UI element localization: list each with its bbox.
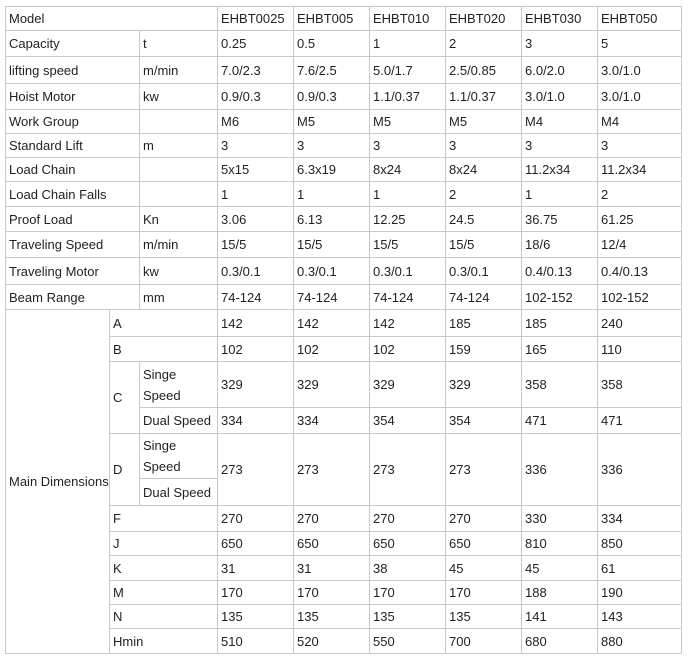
dimension-key: Hmin <box>110 629 218 654</box>
value-cell: 650 <box>294 532 370 556</box>
speed-type-label: Dual Speed <box>140 479 218 506</box>
row-unit: m/min <box>140 232 218 258</box>
value-cell: 110 <box>598 337 682 362</box>
value-cell: 36.75 <box>522 207 598 232</box>
speed-type-label: Singe Speed <box>140 362 218 408</box>
value-cell: 7.0/2.3 <box>218 57 294 84</box>
value-cell: 3 <box>370 134 446 158</box>
value-cell: M4 <box>522 110 598 134</box>
value-cell: 74-124 <box>294 285 370 310</box>
spec-row <box>6 258 682 285</box>
dimensions-label: Main Dimensions <box>6 310 110 654</box>
row-label: Work Group <box>6 110 140 134</box>
value-cell: 45 <box>446 556 522 581</box>
model-header: EHBT005 <box>294 7 370 31</box>
row-unit <box>140 182 218 207</box>
spec-table-body <box>6 7 682 654</box>
value-cell: 74-124 <box>218 285 294 310</box>
value-cell: 141 <box>522 605 598 629</box>
dimension-key: A <box>110 310 218 337</box>
value-cell: 329 <box>218 362 294 408</box>
value-cell: 18/6 <box>522 232 598 258</box>
speed-type-label: Singe Speed <box>140 434 218 479</box>
row-unit <box>140 158 218 182</box>
value-cell: 329 <box>370 362 446 408</box>
value-cell: 270 <box>446 506 522 532</box>
value-cell: M5 <box>446 110 522 134</box>
value-cell: 2 <box>598 182 682 207</box>
model-header: EHBT030 <box>522 7 598 31</box>
row-label: Load Chain <box>6 158 140 182</box>
value-cell: M5 <box>294 110 370 134</box>
value-cell: 329 <box>294 362 370 408</box>
row-label: Standard Lift <box>6 134 140 158</box>
value-cell: 354 <box>370 408 446 434</box>
spec-row <box>6 57 682 84</box>
value-cell: 270 <box>370 506 446 532</box>
value-cell: 15/5 <box>446 232 522 258</box>
value-cell: 0.4/0.13 <box>598 258 682 285</box>
value-cell: 270 <box>294 506 370 532</box>
value-cell: 0.9/0.3 <box>218 84 294 110</box>
value-cell: 0.3/0.1 <box>446 258 522 285</box>
value-cell: 11.2x34 <box>598 158 682 182</box>
value-cell: 38 <box>370 556 446 581</box>
value-cell: 700 <box>446 629 522 654</box>
value-cell: 6.0/2.0 <box>522 57 598 84</box>
value-cell: 2 <box>446 31 522 57</box>
value-cell: 159 <box>446 337 522 362</box>
row-unit: m/min <box>140 57 218 84</box>
value-cell: 850 <box>598 532 682 556</box>
dimension-key: C <box>110 362 140 434</box>
value-cell: 336 <box>598 434 682 506</box>
value-cell: 31 <box>218 556 294 581</box>
value-cell: 0.3/0.1 <box>370 258 446 285</box>
value-cell: 61 <box>598 556 682 581</box>
value-cell: 3 <box>446 134 522 158</box>
value-cell: 510 <box>218 629 294 654</box>
value-cell: 135 <box>370 605 446 629</box>
row-label: Hoist Motor <box>6 84 140 110</box>
spec-row <box>6 182 682 207</box>
row-label: Beam Range <box>6 285 140 310</box>
value-cell: 5 <box>598 31 682 57</box>
value-cell: 11.2x34 <box>522 158 598 182</box>
row-label: lifting speed <box>6 57 140 84</box>
value-cell: 334 <box>218 408 294 434</box>
value-cell: 74-124 <box>446 285 522 310</box>
row-label: Traveling Speed <box>6 232 140 258</box>
value-cell: 358 <box>522 362 598 408</box>
value-cell: M6 <box>218 110 294 134</box>
value-cell: 24.5 <box>446 207 522 232</box>
value-cell: 1 <box>370 31 446 57</box>
row-unit: Kn <box>140 207 218 232</box>
value-cell: 1.1/0.37 <box>446 84 522 110</box>
dimension-key: J <box>110 532 218 556</box>
value-cell: 471 <box>598 408 682 434</box>
value-cell: 102 <box>370 337 446 362</box>
value-cell: 0.3/0.1 <box>294 258 370 285</box>
row-label: Traveling Motor <box>6 258 140 285</box>
dimension-key: N <box>110 605 218 629</box>
row-unit <box>140 110 218 134</box>
value-cell: 135 <box>294 605 370 629</box>
value-cell: M5 <box>370 110 446 134</box>
value-cell: 1 <box>370 182 446 207</box>
row-unit: kw <box>140 84 218 110</box>
value-cell: 354 <box>446 408 522 434</box>
value-cell: 520 <box>294 629 370 654</box>
value-cell: 3 <box>598 134 682 158</box>
model-header: EHBT050 <box>598 7 682 31</box>
value-cell: 880 <box>598 629 682 654</box>
value-cell: 334 <box>598 506 682 532</box>
value-cell: 142 <box>294 310 370 337</box>
value-cell: 5x15 <box>218 158 294 182</box>
value-cell: 330 <box>522 506 598 532</box>
spec-row <box>6 84 682 110</box>
value-cell: 334 <box>294 408 370 434</box>
model-header: EHBT020 <box>446 7 522 31</box>
value-cell: 680 <box>522 629 598 654</box>
value-cell: 3.0/1.0 <box>598 57 682 84</box>
value-cell: 0.3/0.1 <box>218 258 294 285</box>
value-cell: 240 <box>598 310 682 337</box>
spec-row <box>6 158 682 182</box>
value-cell: 12/4 <box>598 232 682 258</box>
value-cell: 61.25 <box>598 207 682 232</box>
header-label: Model <box>6 7 218 31</box>
value-cell: 102 <box>218 337 294 362</box>
value-cell: 2 <box>446 182 522 207</box>
value-cell: 0.5 <box>294 31 370 57</box>
value-cell: 142 <box>218 310 294 337</box>
value-cell: 650 <box>218 532 294 556</box>
spec-row <box>6 285 682 310</box>
value-cell: 5.0/1.7 <box>370 57 446 84</box>
row-label: Load Chain Falls <box>6 182 140 207</box>
value-cell: 15/5 <box>218 232 294 258</box>
value-cell: 185 <box>522 310 598 337</box>
value-cell: 170 <box>446 581 522 605</box>
value-cell: 1 <box>218 182 294 207</box>
dimension-key: K <box>110 556 218 581</box>
value-cell: 170 <box>370 581 446 605</box>
value-cell: 6.3x19 <box>294 158 370 182</box>
spec-row <box>6 110 682 134</box>
row-unit: kw <box>140 258 218 285</box>
value-cell: 170 <box>218 581 294 605</box>
value-cell: 3 <box>218 134 294 158</box>
value-cell: 329 <box>446 362 522 408</box>
value-cell: 650 <box>370 532 446 556</box>
value-cell: 102-152 <box>598 285 682 310</box>
dimension-row <box>6 310 682 337</box>
model-header: EHBT0025 <box>218 7 294 31</box>
value-cell: 3 <box>294 134 370 158</box>
value-cell: 185 <box>446 310 522 337</box>
model-header: EHBT010 <box>370 7 446 31</box>
row-unit: t <box>140 31 218 57</box>
value-cell: 358 <box>598 362 682 408</box>
value-cell: 74-124 <box>370 285 446 310</box>
value-cell: 273 <box>446 434 522 506</box>
value-cell: 170 <box>294 581 370 605</box>
value-cell: 0.9/0.3 <box>294 84 370 110</box>
spec-row <box>6 232 682 258</box>
spec-table <box>5 6 682 654</box>
value-cell: M4 <box>598 110 682 134</box>
value-cell: 102 <box>294 337 370 362</box>
spec-row <box>6 134 682 158</box>
value-cell: 142 <box>370 310 446 337</box>
value-cell: 1 <box>294 182 370 207</box>
value-cell: 165 <box>522 337 598 362</box>
value-cell: 273 <box>294 434 370 506</box>
value-cell: 3.06 <box>218 207 294 232</box>
row-unit: mm <box>140 285 218 310</box>
value-cell: 102-152 <box>522 285 598 310</box>
value-cell: 273 <box>218 434 294 506</box>
value-cell: 2.5/0.85 <box>446 57 522 84</box>
value-cell: 0.25 <box>218 31 294 57</box>
value-cell: 650 <box>446 532 522 556</box>
value-cell: 3 <box>522 134 598 158</box>
value-cell: 12.25 <box>370 207 446 232</box>
dimension-key: D <box>110 434 140 506</box>
value-cell: 6.13 <box>294 207 370 232</box>
value-cell: 810 <box>522 532 598 556</box>
value-cell: 135 <box>218 605 294 629</box>
value-cell: 3.0/1.0 <box>598 84 682 110</box>
value-cell: 31 <box>294 556 370 581</box>
value-cell: 550 <box>370 629 446 654</box>
value-cell: 15/5 <box>370 232 446 258</box>
value-cell: 143 <box>598 605 682 629</box>
value-cell: 273 <box>370 434 446 506</box>
value-cell: 336 <box>522 434 598 506</box>
dimension-key: F <box>110 506 218 532</box>
value-cell: 270 <box>218 506 294 532</box>
value-cell: 7.6/2.5 <box>294 57 370 84</box>
row-unit: m <box>140 134 218 158</box>
value-cell: 135 <box>446 605 522 629</box>
spec-row <box>6 31 682 57</box>
value-cell: 1 <box>522 182 598 207</box>
value-cell: 190 <box>598 581 682 605</box>
value-cell: 15/5 <box>294 232 370 258</box>
value-cell: 0.4/0.13 <box>522 258 598 285</box>
value-cell: 471 <box>522 408 598 434</box>
value-cell: 3.0/1.0 <box>522 84 598 110</box>
value-cell: 1.1/0.37 <box>370 84 446 110</box>
row-label: Proof Load <box>6 207 140 232</box>
dimension-key: B <box>110 337 218 362</box>
value-cell: 45 <box>522 556 598 581</box>
value-cell: 3 <box>522 31 598 57</box>
dimension-key: M <box>110 581 218 605</box>
value-cell: 188 <box>522 581 598 605</box>
value-cell: 8x24 <box>370 158 446 182</box>
speed-type-label: Dual Speed <box>140 408 218 434</box>
value-cell: 8x24 <box>446 158 522 182</box>
header-row <box>6 7 682 31</box>
row-label: Capacity <box>6 31 140 57</box>
spec-row <box>6 207 682 232</box>
